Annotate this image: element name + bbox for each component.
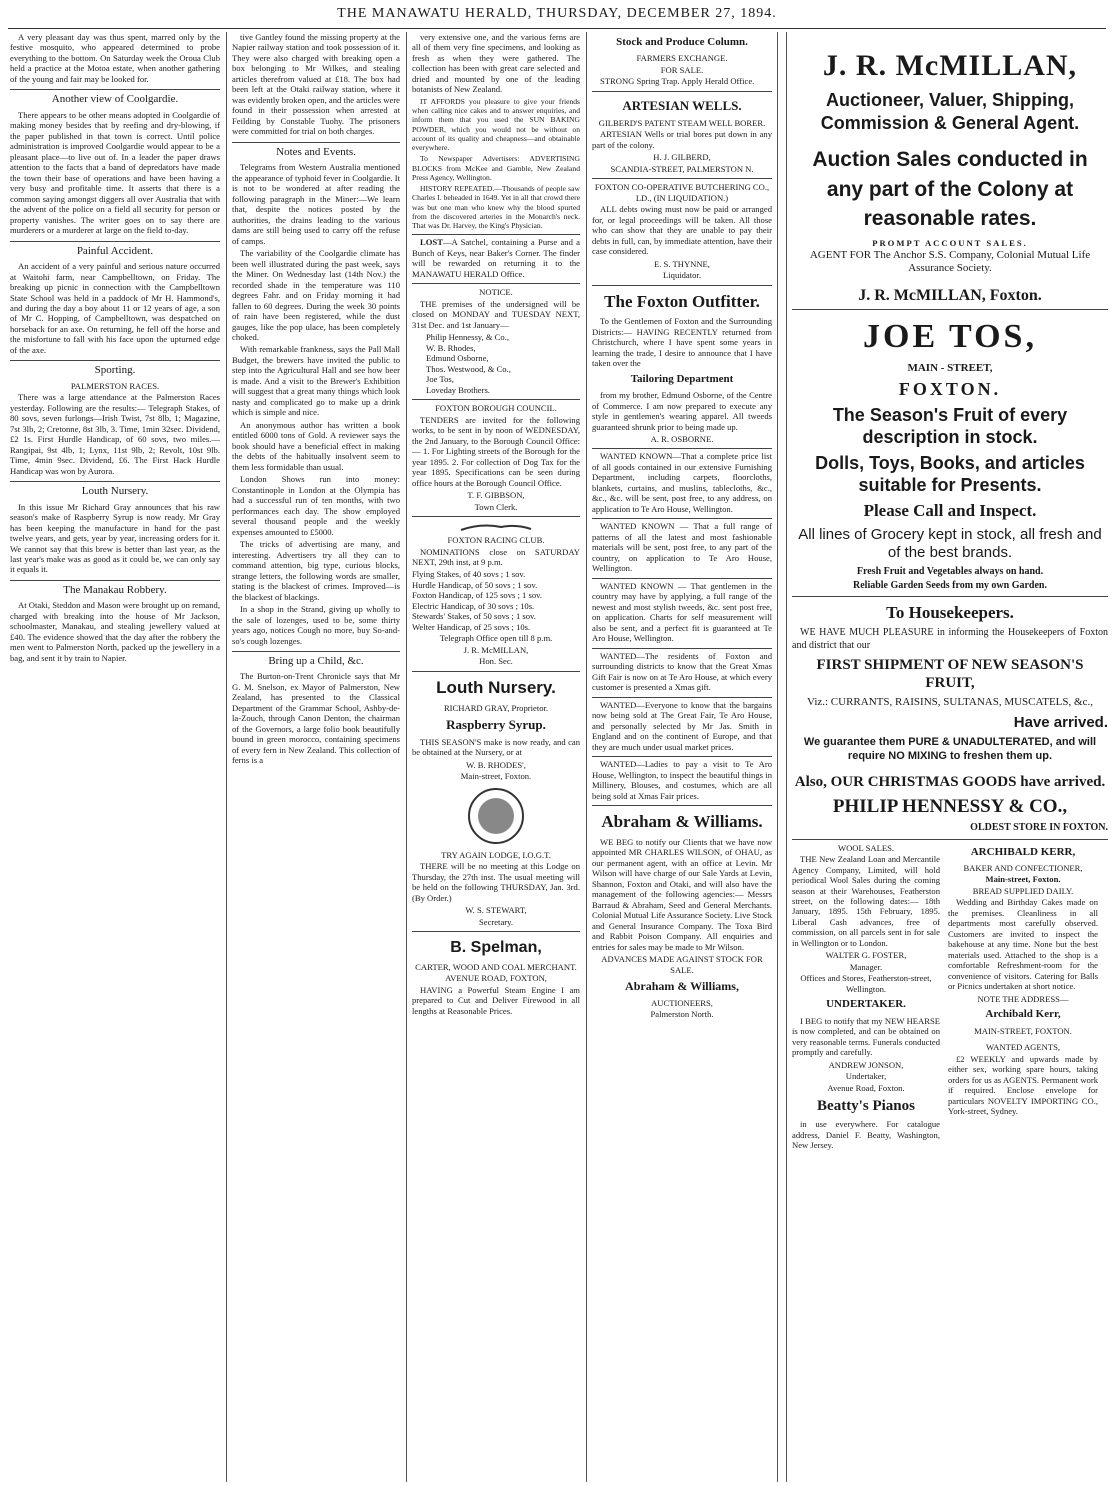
- racing-item: Foxton Handicap, of 125 sovs ; 1 sov.: [412, 590, 543, 601]
- artesian-sub: GILBERD'S PATENT STEAM WELL BORER.: [598, 117, 766, 128]
- notice-name: W. B. Rhodes,: [426, 342, 476, 353]
- lost-heading: LOST: [420, 237, 443, 248]
- paragraph: To Newspaper Advertisers: ADVERTISING BLOCKS from McKee and Gamble, New Zealand Press Agency, Wellington.: [412, 154, 580, 182]
- abraham-text: WE BEG to notify our Clients that we have now appointed MR CHARLES WILSON, of OHAU, as our permanent agent, with an office at Levin. Mr Wilson will have charge of our Sale Yards at Levin, Shannon, Foxton and Otaki, and will also have the management of the following agencies:— Messrs Barraud & Abraham, Seed and General Merchants. Colonial Mutual Life Assurance Society. Live Stock and General Insurance Company. The Toxa Bird and Rabbit Poison Company. All enquiries and entries for sales may be made to Mr Wilson.: [592, 836, 772, 952]
- abraham-advances: ADVANCES MADE AGAINST STOCK FOR SALE.: [601, 954, 763, 975]
- lower-ads: [792, 842, 1108, 1153]
- outfitter-text: from my brother, Edmund Osborne, of the Centre of Commerce. I am now prepared to execute any style in gentlemen's wearing apparel. All tweeds guaranteed shrunk prior to being made up.: [592, 390, 772, 432]
- column-6: [792, 32, 1108, 1480]
- paragraph: In this issue Mr Richard Gray announces that his raw season's make of Raspberry Syrup is now ready. Mr Gray has been keeping the manufacture in hand for the past twelve years, and gets, year by year, increasing orders for it. We cannot say that this brew is better than last year, as the last year's make was as good as it could be, we can only say it equals it.: [10, 501, 220, 575]
- house-arrived: Have arrived.: [1013, 713, 1108, 731]
- kerr-heading: ARCHIBALD KERR,: [970, 845, 1076, 858]
- kerr-text: Wedding and Birthday Cakes made on the premises. Cleanliness in all departments most carefully observed. Customers are invited to inspect the bakehouse at any time. None but the best materials used. Attached to the shop is a comfortable Refreshment-room for the convenience of visitors. Catering for Balls or Picnics undertaken at short notice.: [948, 897, 1098, 992]
- council-heading: FOXTON BOROUGH COUNCIL.: [435, 403, 557, 414]
- wanted-ad: WANTED—The residents of Foxton and surrounding districts to know that the Great Xmas Gift Fair is now on at Te Aro House, at which every customer is presented a Xmas gift.: [592, 650, 772, 693]
- paragraph: The Burton-on-Trent Chronicle says that Mr G. M. Snelson, ex Mayor of Palmerston, New Zealand, has presented to the Classical Department of the Grammar School, Ashby-de-la-Zouch, through Canon Denton, the chairman of the Governors, a large folio book beautifully bound in green morocco, containing specimens of every fern in New Zealand. This collection of ferns is a: [232, 671, 400, 766]
- coop-text: ALL debts owing must now be paid or arranged for, or legal proceedings will be taken. All those who can show that they are unable to pay their debts in full, can, by immediate attention, have their case considered.: [592, 204, 772, 257]
- beatty-heading: Beatty's Pianos: [817, 1098, 915, 1115]
- horse-engraving-icon: [456, 521, 536, 533]
- signature: T. F. GIBBSON,: [467, 490, 525, 501]
- notice-name: Joe Tos,: [426, 374, 454, 385]
- coop-heading: FOXTON CO-OPERATIVE BUTCHERING CO., LD., (IN LIQUIDATION.): [594, 182, 770, 203]
- racing-item: Hurdle Handicap, of 50 sovs ; 1 sov.: [412, 579, 538, 590]
- notice-name: Loveday Brothers.: [426, 384, 490, 395]
- mcmillan-heading: J. R. McMILLAN,: [822, 49, 1078, 82]
- notice-heading: NOTICE.: [479, 287, 513, 298]
- racing-heading: FOXTON RACING CLUB.: [447, 535, 545, 546]
- notice-name: Philip Hennessy, & Co.,: [426, 332, 509, 343]
- signature: W. B. RHODES',: [466, 759, 526, 770]
- wool-text: THE New Zealand Loan and Mercantile Agency Company, Limited, will hold periodical Wool Sales during the coming season at their Warehouses, Featherston street, on the following dates:— 18th January, 1895. 15th February, 1895. Liberal Cash advances, free of commission, on all parcels sent in for sale in Wellington or to London.: [792, 854, 940, 948]
- abraham-address: Palmerston North.: [650, 1009, 714, 1020]
- stock-sub: FARMERS EXCHANGE.: [636, 53, 728, 64]
- agents-heading: WANTED AGENTS,: [986, 1042, 1060, 1053]
- signature: Main-street, Foxton.: [460, 771, 532, 782]
- paragraph: An anonymous author has written a book entitled 6000 tons of Gold. A reviewer says the book should have a beneficial effect in making the debts of the habitually insolvent seem to them less formidable than usual.: [232, 419, 400, 472]
- column-rule: [777, 32, 778, 1482]
- column-rule: [786, 32, 787, 1482]
- paragraph: Telegrams from Western Australia mentioned the appearance of typhoid fever in Coolgardie. It is not to be wondered at after reading the following paragraph in the Miner:—We learn that, despite the notices posted by the authorities, the drains leading to the various dams are still being used to carry off the refuse of camps.: [232, 162, 400, 246]
- wanted-ad: WANTED—Ladies to pay a visit to Te Aro House, Wellington, to inspect the beautiful things in Millinery, Blouses, and costumes, which are all being sold at Xmas Fair prices.: [592, 759, 772, 801]
- signature: Undertaker,: [845, 1071, 887, 1082]
- column-1: [10, 32, 220, 1480]
- wool-address: Offices and Stores, Featherston-street, Wellington.: [800, 973, 932, 994]
- abraham-sign: Abraham & Williams,: [625, 979, 739, 994]
- undertaker-heading: UNDERTAKER.: [826, 998, 906, 1011]
- paragraph: tive Gantley found the missing property at the Napier railway station and took possession of it. They were also charged with breaking open a box belonging to Mr Wilkes, and stealing articles therefrom valued at £18. The box had been left at the Otaki railway station, where it was evidently broken open, and the articles were found in their possession when arrested at Feilding by Constable Tuohy. The prisoners were committed for trial on both charges.: [232, 32, 400, 137]
- stock-heading: Stock and Produce Column.: [616, 36, 748, 48]
- syrup-text: THIS SEASON'S make is now ready, and can be obtained at the Nursery, or at: [412, 736, 580, 758]
- council-text: TENDERS are invited for the following works, to be sent in by noon of WEDNESDAY, the 2nd January, to the Borough Council Office:— 1. For Lighting streets of the Borough for the year 1895. 2. For collection of Dog Tax for the year 1895. Specifications can be seen during office hours at the Borough Council Office.: [412, 414, 580, 488]
- tos-seeds: Reliable Garden Seeds from my own Garden.: [853, 579, 1047, 591]
- lost-text: —A Satchel, containing a Purse and a Bunch of Keys, near Baker's Corner. The finder will be rewarded on returning it to the MANAWATU HERALD Office.: [412, 237, 580, 279]
- auction-text: Auction Sales conducted in any part of the Colony at reasonable rates.: [812, 148, 1088, 231]
- agent-text: AGENT FOR The Anchor S.S. Company, Colonial Mutual Life Assurance Society.: [809, 249, 1091, 275]
- paragraph: With remarkable frankness, says the Pall Mall Budget, the brewers have invited the public to step into the Agricultural Hall and see how beer is made. And a visit to the Brewer's Exhibition will suggest that a great many things which look nasty and complicated go to make up a drink which is simple and nice.: [232, 344, 400, 418]
- house-big: FIRST SHIPMENT OF NEW SEASON'S FRUIT,: [816, 656, 1084, 692]
- kerr-address: MAIN-STREET, FOXTON.: [974, 1025, 1072, 1036]
- hennessy-heading: PHILIP HENNESSY & CO.,: [832, 796, 1068, 818]
- outfitter-heading: The Foxton Outfitter.: [604, 291, 760, 311]
- column-2: [232, 32, 400, 1480]
- lodge-heading: TRY AGAIN LODGE, I.O.G.T.: [441, 849, 551, 860]
- column-3: [412, 32, 580, 1480]
- signature: E. S. THYNNE,: [654, 258, 710, 269]
- signature: W. S. STEWART,: [465, 905, 527, 916]
- house-heading: To Housekeepers.: [886, 602, 1014, 622]
- tailoring-heading: Tailoring Department: [630, 372, 734, 385]
- paragraph: very extensive one, and the various ferns are all of them very fine specimens, and looking as fresh as when they were gathered. The collection has been with great care selected and dried and mounted by one of the leading botanists of New Zealand.: [412, 32, 580, 95]
- house-pure: We guarantee them PURE & UNADULTERATED, and will require NO MIXING to freshen them up.: [803, 736, 1097, 762]
- paragraph: In a shop in the Strand, giving up wholly to the sale of lozenges, used to be, some thirty years ago, notices Cough no more, buy So-and-so's cough lozenges.: [232, 604, 400, 646]
- signature: A. R. OSBORNE.: [650, 434, 714, 444]
- heading-notes: Notes and Events.: [232, 142, 400, 159]
- signature: Town Clerk.: [474, 501, 518, 512]
- racing-item: Stewards' Stakes, of 50 sovs ; 1 sov.: [412, 611, 536, 622]
- kerr-note: NOTE THE ADDRESS—: [977, 993, 1069, 1004]
- heading-robbery: The Manakau Robbery.: [10, 580, 220, 597]
- heading-child: Bring up a Child, &c.: [232, 651, 400, 668]
- heading-coolgardie: Another view of Coolgardie.: [10, 89, 220, 106]
- spelman-sub: CARTER, WOOD AND COAL MERCHANT.: [415, 961, 577, 972]
- paragraph: HISTORY REPEATED.—Thousands of people saw Charles I. beheaded in 1649. Yet in all that crowd there was but one man who knew why the blood spurted from the discovered arteries in the Monarch's neck. That was Dr. Harvey, the King's Physician.: [412, 184, 580, 231]
- tos-veg: Fresh Fruit and Vegetables always on hand.: [856, 566, 1044, 578]
- lodge-text: THERE will be no meeting at this Lodge on Thursday, the 27th inst. The usual meeting will be held on the following THURSDAY, Jan. 3rd. (By Order.): [412, 861, 580, 903]
- heading-sporting: Sporting.: [10, 360, 220, 377]
- lower-right: [948, 842, 1098, 1153]
- racing-item: Flying Stakes, of 40 sovs ; 1 sov.: [412, 569, 526, 580]
- tos-grocery: All lines of Grocery kept in stock, all fresh and of the best brands.: [798, 525, 1102, 562]
- tos-town: FOXTON.: [898, 379, 1002, 400]
- signature: H. J. GILBERD,: [653, 152, 711, 163]
- agents-text: £2 WEEKLY and upwards made by either sex, working spare hours, taking orders for us as AGENTS. Permanent work if required. Enclose envelope for particulars NOVELTY IMPORTING CO., York-street, Sydney.: [948, 1053, 1098, 1117]
- undertaker-text: I BEG to notify that my NEW HEARSE is now completed, and can be obtained on very reasonable terms. Funerals conducted promptly and carefully.: [792, 1015, 940, 1058]
- signature: J. R. McMILLAN,: [463, 644, 529, 655]
- wanted-ad: WANTED KNOWN — That gentlemen in the country may have by applying, a full range of the newest and most stylish tweeds, &c. sent post free, on application. Charts for self measurement will also be sent, and a perfect fit is guaranteed at Te Aro House, Wellington.: [592, 580, 772, 644]
- xmas-heading: Also, OUR CHRISTMAS GOODS have arrived.: [794, 773, 1106, 790]
- paragraph: An accident of a very painful and serious nature occurred at Waitohi farm, near Campbelltown, on Friday. The breaking up picnic in connection with the Campbelltown State School was held in a paddock of Mr H. Hammond's, and during the day a boy about 11 or 12 years of age, a son of Mr C. Hopping, of Campbelltown, was despatched on horseback for an axe. On returning, he fell off the horse and the misfortune to fall with his face upon the upturned edge of the axe.: [10, 261, 220, 355]
- column-rule: [586, 32, 587, 1482]
- kerr-street: Main-street, Foxton.: [985, 874, 1061, 885]
- heading-accident: Painful Accident.: [10, 241, 220, 258]
- heading-nursery: Louth Nursery.: [10, 481, 220, 498]
- artesian-text: ARTESIAN Wells or trial bores put down in any part of the colony.: [592, 129, 772, 150]
- racing-item: Welter Handicap, of 25 sovs ; 10s.: [412, 621, 531, 632]
- wanted-ad: WANTED KNOWN—That a complete price list of all goods contained in our extensive Furnishing Department, including carpets, floorcloths, blankets, curtains, and muslins, tablecloths, &c., &c., &c. will be sent, post free, to any address, on application to Te Aro House, Wellington.: [592, 451, 772, 514]
- tos-street: MAIN - STREET,: [907, 361, 993, 374]
- ad-coop: [592, 178, 772, 280]
- ad-outfitter: [592, 285, 772, 445]
- wanted-ad: WANTED KNOWN — That a full range of patterns of all the latest and most fashionable materials will be sent, post free, to any part of the country, on application to Te Aro House, Wellington.: [592, 521, 772, 574]
- ad-abraham: [592, 805, 772, 1020]
- house-text: WE HAVE MUCH PLEASURE in informing the Housekeepers of Foxton and district that our: [792, 627, 1108, 651]
- tos-call: Please Call and Inspect.: [863, 501, 1037, 520]
- signature: Liquidator.: [663, 270, 701, 281]
- paragraph: IT AFFORDS you pleasure to give your friends when calling nice cakes and to answer enquiries, and inform them that you used the SUN BAKING POWDER, which you would not be without on account of its quality and cheapness—and obtainable everywhere.: [412, 96, 580, 153]
- lodge-emblem-icon: [466, 786, 526, 846]
- signature: Secretary.: [478, 916, 514, 927]
- paragraph: There appears to be other means adopted in Coolgardie of making money besides that by reefing and dry-blowing, if the paper published in that town is correct. Until police administration is improved Coolgardie would appear to be a pleasant place—to live out of. In a leader the paper draws attention to the facts that a band of depredators have made the town their base of operations and have been having a very busy and profitable time. It asserts that there is a common saying amongst diggers all over Australia that with the advent of the police on a field all security for person or property vanishes. The writer goes on to say there are murderers or a murderer at large on the field to-day.: [10, 109, 220, 236]
- house-viz: Viz.: CURRANTS, RAISINS, SULTANAS, MUSCATELS, &c.,: [807, 696, 1093, 709]
- abraham-heading: Abraham & Williams.: [601, 812, 763, 832]
- notice-text: THE premises of the undersigned will be closed on MONDAY and TUESDAY NEXT, 31st Dec. and 1st January—: [412, 298, 580, 330]
- artesian-heading: ARTESIAN WELLS.: [622, 97, 742, 113]
- tos-fruit: The Season's Fruit of every description in stock.: [832, 405, 1068, 448]
- paragraph: The variability of the Coolgardie climate has been well illustrated during the past week, says the Miner. On Wednesday last (14th Nov.) the recorded shade in the temperature was 110 degrees Fahr. and on Friday morning it had fallen to 60 degrees. During the week 30 points of rain have been registered, while the dust gauges, like the pop ulace, has been completely choked.: [232, 248, 400, 342]
- signature: SCANDIA-STREET, PALMERSTON N.: [610, 163, 754, 174]
- kerr-sub: BAKER AND CONFECTIONER,: [963, 862, 1083, 873]
- paragraph: A very pleasant day was thus spent, marred only by the festive mosquito, who appeared determined to probe everything to the bottom. On Saturday week the Oroua Club held a practice at the Motoa estate, when another gathering of the young and fair may be looked for.: [10, 32, 220, 84]
- racing-text: NOMINATIONS close on SATURDAY NEXT, 29th inst, at 9 p.m.: [412, 546, 580, 567]
- stock-sale: FOR SALE.: [660, 64, 704, 75]
- ad-notice: [412, 283, 580, 395]
- subheading: PALMERSTON RACES.: [70, 380, 160, 391]
- ad-lodge: [412, 850, 580, 927]
- tos-dolls: Dolls, Toys, Books, and articles suitable for Presents.: [815, 453, 1085, 496]
- notice-name: Thos. Westwood, & Co.,: [426, 363, 511, 374]
- paragraph: There was a large attendance at the Palmerston Races yesterday. Following are the results:— Telegraph Stakes, of 80 sovs, seven furlongs—Irish Twist, 7st 8lb, 1; Magazine, 7st 3lb, 2; Cretonne, 8st 3lb, 3. Time, 1min 32sec. Dividend, £2 1s. First Hurdle Handicap, of 60 sovs, two miles.—Rangipai, 9st 4lb, 1; Lynx, 11st 9lb, 2; Revolt, 10st 9lb. Time, 4min 9sec. Dividend, £6. The First Hack Hurdle Handicap was won by Aurora.: [10, 392, 220, 476]
- signature: WALTER G. FOSTER,: [825, 950, 907, 961]
- prompt-text: PROMPT ACCOUNT SALES.: [872, 237, 1028, 248]
- abraham-sub: AUCTIONEERS,: [651, 997, 713, 1008]
- signature: Manager.: [849, 961, 883, 972]
- ad-racing: [412, 516, 580, 667]
- paragraph: The tricks of advertising are many, and interesting. Advertisers try all they can to command attention, big type, curious blocks, strange letters, the following words are smaller, stating is the blackest of crimes. Improved—is the blackest of blackings.: [232, 539, 400, 602]
- nursery-heading: Louth Nursery.: [436, 677, 556, 697]
- paragraph: At Otaki, Steddon and Mason were brought up on remand, charged with breaking into the house of Mr Jackson, schoolmaster, Manakau, and stealing jewellery valued at £40. The evidence showed that the day after the robbery the men went to Palmerston North, packed up the jewellery in a bag, and sent it by train to Napier.: [10, 600, 220, 663]
- ad-nursery: [412, 671, 580, 846]
- ad-lost: [412, 234, 580, 279]
- column-rule: [406, 32, 407, 1482]
- nursery-proprietor: RICHARD GRAY, Proprietor.: [443, 702, 549, 713]
- kerr-sign: Archibald Kerr,: [985, 1008, 1061, 1021]
- spelman-text: HAVING a Powerful Steam Engine I am prepared to Cut and Deliver Firewood in all lengths at Reasonable Prices.: [412, 984, 580, 1016]
- column-rule: [226, 32, 227, 1482]
- notice-name: Edmund Osborne,: [426, 353, 489, 364]
- spelman-address: AVENUE ROAD, FOXTON,: [445, 973, 547, 984]
- spelman-heading: B. Spelman,: [450, 939, 542, 957]
- mcmillan-sub: Auctioneer, Valuer, Shipping, Commission & General Agent.: [820, 89, 1080, 133]
- outfitter-text: To the Gentlemen of Foxton and the Surrounding Districts:— HAVING RECENTLY returned from Christchurch, where I have spent some years in learning the trade, I desire to announce that I have taken over the: [592, 316, 772, 369]
- signature: Avenue Road, Foxton.: [827, 1082, 905, 1093]
- masthead: THE MANAWATU HERALD, THURSDAY, DECEMBER 27, 1894.: [8, 6, 1106, 29]
- racing-item: Electric Handicap, of 30 sovs ; 10s.: [412, 600, 535, 611]
- stock-text: STRONG Spring Trap. Apply Herald Office.: [600, 76, 755, 87]
- hennessy-sub: OLDEST STORE IN FOXTON.: [970, 822, 1108, 834]
- ad-council: [412, 399, 580, 512]
- signature: Hon. Sec.: [479, 656, 513, 667]
- tos-heading: JOE TOS,: [863, 318, 1037, 356]
- wool-heading: WOOL SALES.: [837, 842, 894, 853]
- paragraph: London Shows run into money: Constantinople in London at the Olympia has had a successful run of ten months, with two performances each day. The show employed several thousand people and the weekly expenses amounted to £5000.: [232, 474, 400, 537]
- lower-left: [792, 842, 940, 1153]
- syrup-heading: Raspberry Syrup.: [446, 717, 546, 733]
- racing-telegraph: Telegraph Office open till 8 p.m.: [439, 633, 553, 644]
- mcmillan-sign: J. R. McMILLAN, Foxton.: [858, 286, 1042, 304]
- wanted-ad: WANTED—Everyone to know that the bargains now being sold at The Great Fair, Te Aro House, and personally selected by Mr Jas. Smith in England and on the continent of Europe, and that they are much under usual market prices.: [592, 699, 772, 752]
- kerr-bread: BREAD SUPPLIED DAILY.: [972, 885, 1074, 896]
- signature: ANDREW JONSON,: [828, 1059, 904, 1070]
- ad-spelman: [412, 931, 580, 1016]
- column-4: [592, 32, 772, 1480]
- beatty-text: in use everywhere. For catalogue address, Daniel F. Beatty, Washington, New Jersey.: [792, 1119, 940, 1151]
